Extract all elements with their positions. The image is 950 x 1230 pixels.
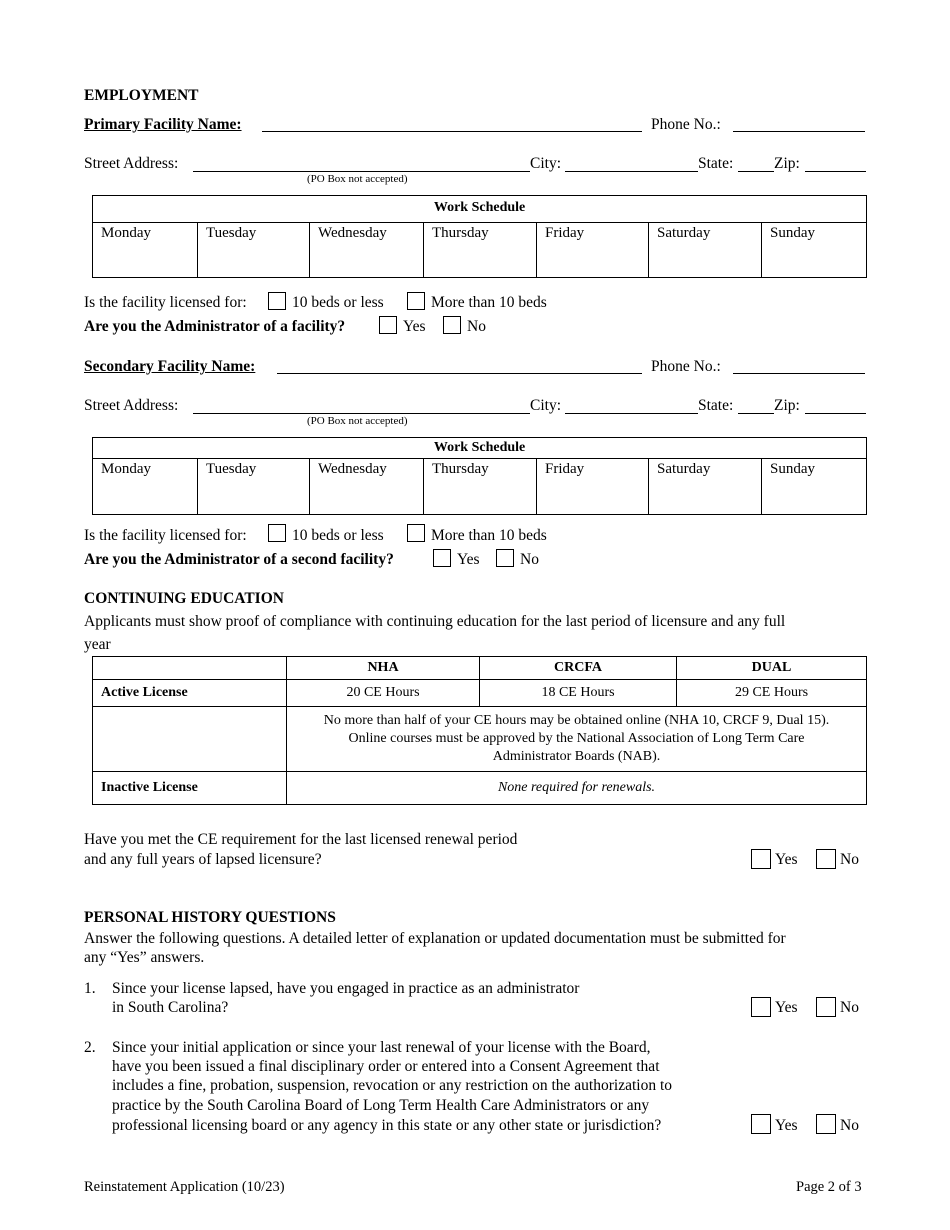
- q2-yes-checkbox[interactable]: [751, 1114, 771, 1134]
- primary-facility-label: Primary Facility Name:: [84, 116, 242, 133]
- secondary-schedule-saturday[interactable]: Saturday: [649, 459, 762, 515]
- primary-phone-label: Phone No.:: [651, 116, 721, 133]
- primary-schedule-monday[interactable]: Monday: [93, 223, 198, 278]
- q2-yes-label: Yes: [775, 1117, 798, 1134]
- ce-no-checkbox[interactable]: [816, 849, 836, 869]
- secondary-city-field[interactable]: [565, 413, 698, 414]
- primary-more-than-10-checkbox[interactable]: [407, 292, 425, 310]
- primary-work-schedule-table: [92, 195, 867, 278]
- secondary-schedule-title: Work Schedule: [93, 438, 867, 459]
- ce-active-dual: 29 CE Hours: [677, 680, 867, 707]
- ce-online-line3: Administrator Boards (NAB).: [492, 749, 661, 764]
- primary-schedule-saturday[interactable]: Saturday: [649, 223, 762, 278]
- primary-schedule-tuesday[interactable]: Tuesday: [198, 223, 310, 278]
- primary-admin-question: Are you the Administrator of a facility?: [84, 318, 346, 335]
- secondary-admin-yes-checkbox[interactable]: [433, 549, 451, 567]
- primary-city-field[interactable]: [565, 171, 698, 172]
- ce-heading: CONTINUING EDUCATION: [84, 590, 284, 607]
- ce-online-line1: No more than half of your CE hours may be obtained online (NHA 10, CRCF 9, Dual 15).: [323, 713, 830, 728]
- footer-page-number: Page 2 of 3: [796, 1179, 862, 1195]
- secondary-10-or-less-checkbox[interactable]: [268, 524, 286, 542]
- primary-schedule-wednesday[interactable]: Wednesday: [310, 223, 424, 278]
- ce-yes-label: Yes: [775, 851, 798, 868]
- primary-po-note: (PO Box not accepted): [307, 173, 408, 185]
- ce-yes-checkbox[interactable]: [751, 849, 771, 869]
- q1-number: 1.: [84, 980, 96, 997]
- primary-zip-label: Zip:: [774, 155, 800, 172]
- primary-city-label: City:: [530, 155, 562, 172]
- secondary-admin-no-checkbox[interactable]: [496, 549, 514, 567]
- secondary-admin-no-label: No: [520, 551, 539, 568]
- q1-no-label: No: [840, 999, 859, 1016]
- primary-licensed-question: Is the facility licensed for:: [84, 294, 247, 311]
- primary-10-or-less-label: 10 beds or less: [292, 294, 384, 311]
- q2-line3: includes a fine, probation, suspension, revocation or any restriction on the authorization to: [112, 1077, 673, 1094]
- q1-yes-label: Yes: [775, 999, 798, 1016]
- primary-facility-name-field[interactable]: [262, 131, 642, 132]
- q2-line1: Since your initial application or since your last renewal of your license with the Board,: [112, 1039, 651, 1056]
- ce-inactive-label: Inactive License: [93, 772, 287, 805]
- q2-line5: professional licensing board or any agency in this state or any other state or jurisdiction?: [112, 1117, 662, 1134]
- ce-question-line1: Have you met the CE requirement for the last licensed renewal period: [84, 831, 518, 848]
- q1-line2: in South Carolina?: [112, 999, 229, 1016]
- ce-online-note: [287, 707, 867, 772]
- q1-no-checkbox[interactable]: [816, 997, 836, 1017]
- secondary-schedule-monday[interactable]: Monday: [93, 459, 198, 515]
- primary-admin-yes-checkbox[interactable]: [379, 316, 397, 334]
- primary-schedule-sunday[interactable]: Sunday: [762, 223, 867, 278]
- q2-no-label: No: [840, 1117, 859, 1134]
- ce-active-crcfa: 18 CE Hours: [480, 680, 677, 707]
- ce-inactive-text: None required for renewals.: [287, 772, 867, 805]
- secondary-licensed-question: Is the facility licensed for:: [84, 527, 247, 544]
- secondary-schedule-sunday[interactable]: Sunday: [762, 459, 867, 515]
- secondary-zip-field[interactable]: [805, 413, 866, 414]
- secondary-10-or-less-label: 10 beds or less: [292, 527, 384, 544]
- ce-requirements-table: [92, 656, 867, 805]
- secondary-admin-question: Are you the Administrator of a second facility?: [84, 551, 394, 568]
- ce-col-nha: NHA: [287, 657, 480, 680]
- q1-yes-checkbox[interactable]: [751, 997, 771, 1017]
- primary-phone-field[interactable]: [733, 131, 865, 132]
- secondary-more-than-10-checkbox[interactable]: [407, 524, 425, 542]
- secondary-schedule-wednesday[interactable]: Wednesday: [310, 459, 424, 515]
- ce-intro-line1: Applicants must show proof of compliance with continuing education for the last period of licensure and any full: [84, 613, 786, 630]
- secondary-city-label: City:: [530, 397, 562, 414]
- secondary-street-label: Street Address:: [84, 397, 179, 414]
- primary-admin-yes-label: Yes: [403, 318, 426, 335]
- q2-line4: practice by the South Carolina Board of Long Term Health Care Administrators or any: [112, 1097, 650, 1114]
- primary-state-field[interactable]: [738, 171, 774, 172]
- history-heading: PERSONAL HISTORY QUESTIONS: [84, 909, 336, 926]
- secondary-facility-label: Secondary Facility Name:: [84, 358, 256, 375]
- ce-no-label: No: [840, 851, 859, 868]
- q2-number: 2.: [84, 1039, 96, 1056]
- primary-zip-field[interactable]: [805, 171, 866, 172]
- secondary-phone-field[interactable]: [733, 373, 865, 374]
- primary-state-label: State:: [698, 155, 734, 172]
- footer-form-name: Reinstatement Application (10/23): [84, 1179, 285, 1195]
- secondary-street-field[interactable]: [193, 413, 530, 414]
- q2-no-checkbox[interactable]: [816, 1114, 836, 1134]
- secondary-po-note: (PO Box not accepted): [307, 415, 408, 427]
- ce-col-crcfa: CRCFA: [480, 657, 677, 680]
- primary-street-field[interactable]: [193, 171, 530, 172]
- primary-10-or-less-checkbox[interactable]: [268, 292, 286, 310]
- secondary-state-label: State:: [698, 397, 734, 414]
- employment-heading: EMPLOYMENT: [84, 87, 199, 104]
- primary-more-than-10-label: More than 10 beds: [431, 294, 547, 311]
- history-intro-line2: any “Yes” answers.: [84, 949, 205, 966]
- secondary-schedule-friday[interactable]: Friday: [537, 459, 649, 515]
- secondary-phone-label: Phone No.:: [651, 358, 721, 375]
- ce-online-line2: Online courses must be approved by the National Association of Long Term Care: [348, 731, 805, 746]
- primary-schedule-friday[interactable]: Friday: [537, 223, 649, 278]
- primary-admin-no-label: No: [467, 318, 486, 335]
- primary-admin-no-checkbox[interactable]: [443, 316, 461, 334]
- primary-schedule-thursday[interactable]: Thursday: [424, 223, 537, 278]
- secondary-admin-yes-label: Yes: [457, 551, 480, 568]
- secondary-more-than-10-label: More than 10 beds: [431, 527, 547, 544]
- secondary-state-field[interactable]: [738, 413, 774, 414]
- primary-schedule-title: Work Schedule: [93, 196, 867, 223]
- ce-intro-line2: year: [84, 636, 111, 653]
- ce-question-line2: and any full years of lapsed licensure?: [84, 851, 322, 868]
- secondary-zip-label: Zip:: [774, 397, 800, 414]
- primary-street-label: Street Address:: [84, 155, 179, 172]
- ce-col-dual: DUAL: [677, 657, 867, 680]
- ce-active-nha: 20 CE Hours: [287, 680, 480, 707]
- q2-line2: have you been issued a final disciplinary order or entered into a Consent Agreement that: [112, 1058, 660, 1075]
- secondary-schedule-tuesday[interactable]: Tuesday: [198, 459, 310, 515]
- secondary-schedule-thursday[interactable]: Thursday: [424, 459, 537, 515]
- history-intro-line1: Answer the following questions. A detailed letter of explanation or updated documentation must be submitted for: [84, 930, 786, 947]
- q1-line1: Since your license lapsed, have you engaged in practice as an administrator: [112, 980, 580, 997]
- ce-active-label: Active License: [93, 680, 287, 707]
- secondary-facility-name-field[interactable]: [277, 373, 642, 374]
- secondary-work-schedule-table: [92, 437, 867, 515]
